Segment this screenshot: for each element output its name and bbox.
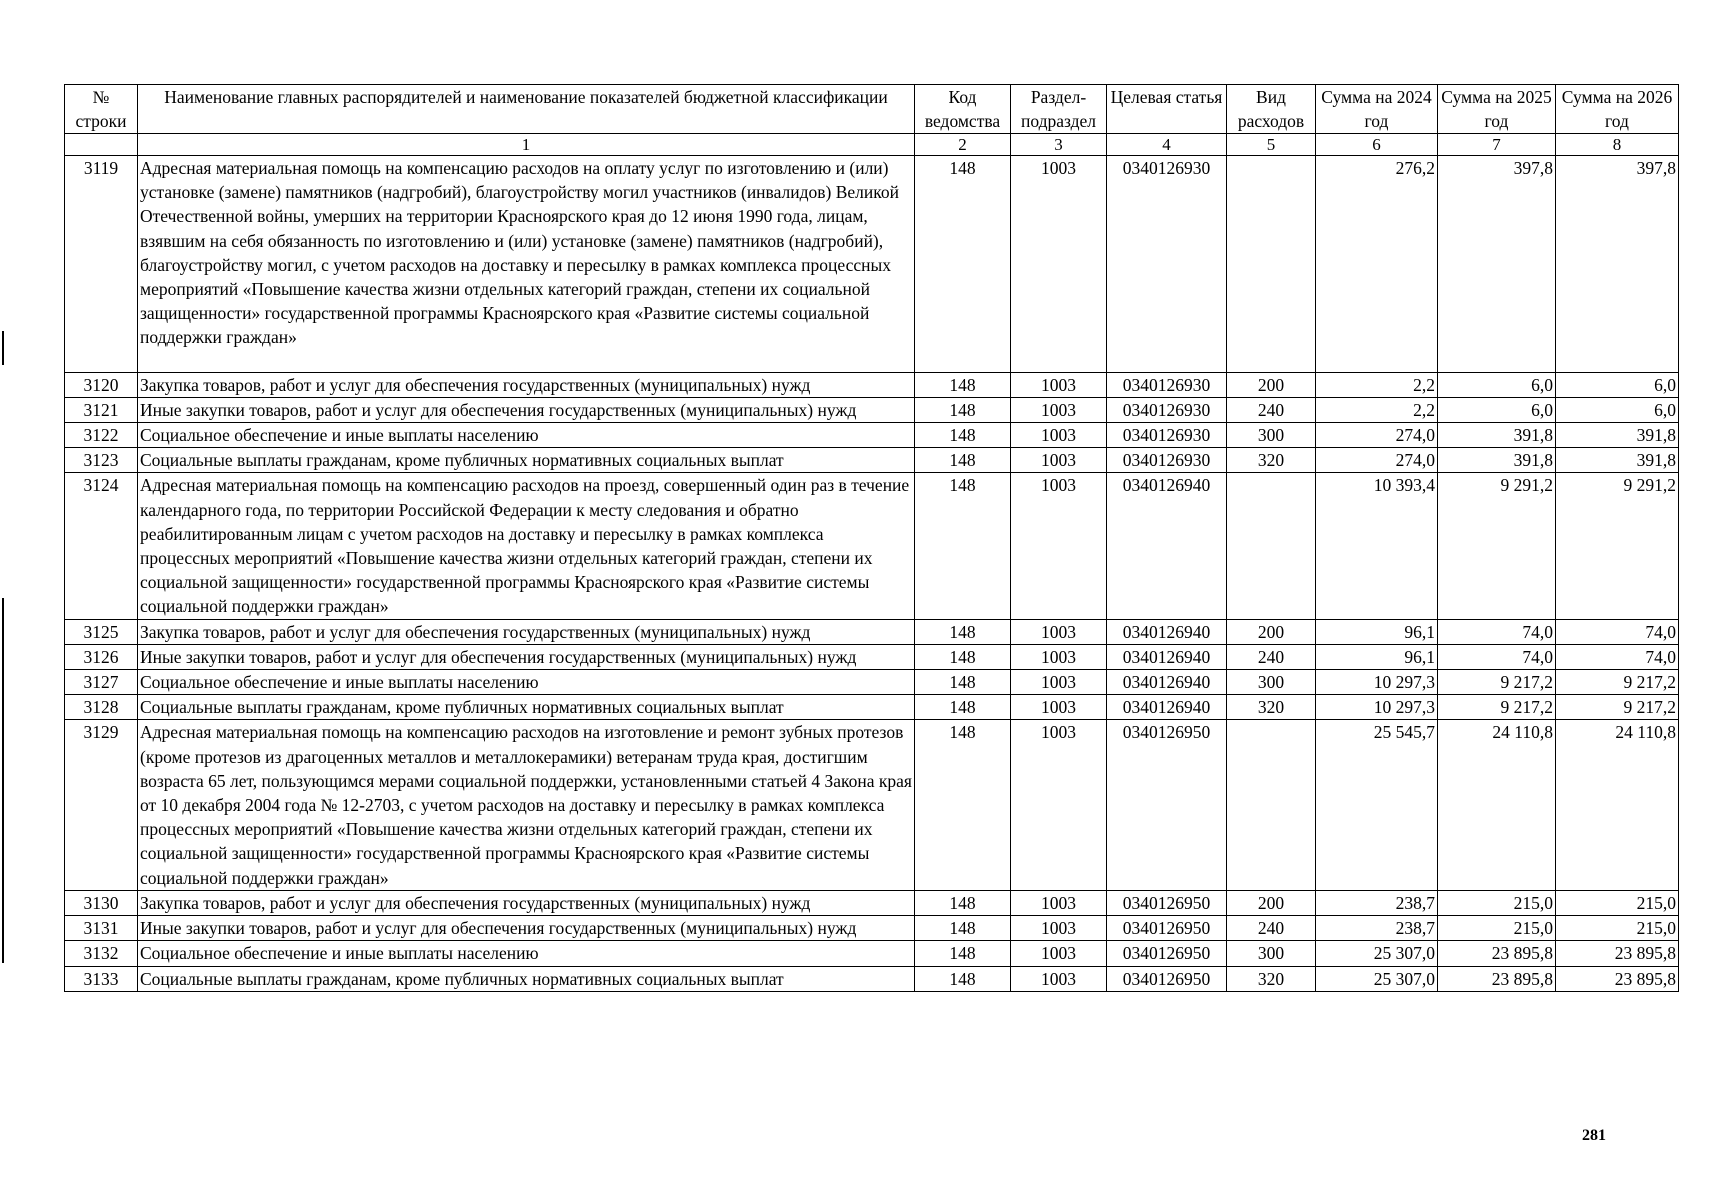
expense-type [1227,156,1316,373]
dept-code: 148 [915,372,1011,397]
sum-2024: 238,7 [1316,916,1438,941]
row-name: Закупка товаров, работ и услуг для обеспечения государственных (муниципальных) нужд [138,619,915,644]
expense-type: 320 [1227,695,1316,720]
header-sum-2026: Сумма на 2026 год [1556,85,1679,134]
expense-type: 300 [1227,423,1316,448]
sum-2024: 10 297,3 [1316,695,1438,720]
row-number: 3119 [65,156,138,373]
section-code: 1003 [1011,423,1107,448]
row-name: Иные закупки товаров, работ и услуг для обеспечения государственных (муниципальных) нужд [138,397,915,422]
table-row [65,397,1679,422]
sum-2026: 9 217,2 [1556,695,1679,720]
row-number: 3132 [65,941,138,966]
table-body [65,156,1679,992]
sum-2024: 25 307,0 [1316,941,1438,966]
sum-2025: 74,0 [1438,644,1556,669]
sum-2024: 2,2 [1316,397,1438,422]
target-article: 0340126930 [1107,397,1227,422]
sum-2024: 25 307,0 [1316,966,1438,991]
row-name: Социальное обеспечение и иные выплаты населению [138,941,915,966]
dept-code: 148 [915,423,1011,448]
header-sum-2024: Сумма на 2024 год [1316,85,1438,134]
dept-code: 148 [915,397,1011,422]
table-row [65,966,1679,991]
row-number: 3125 [65,619,138,644]
column-number-row [65,134,1679,156]
target-article: 0340126940 [1107,473,1227,619]
row-number: 3131 [65,916,138,941]
row-name: Социальное обеспечение и иные выплаты населению [138,670,915,695]
expense-type [1227,720,1316,890]
sum-2024: 238,7 [1316,890,1438,915]
section-code: 1003 [1011,156,1107,373]
sum-2026: 23 895,8 [1556,966,1679,991]
row-name: Иные закупки товаров, работ и услуг для обеспечения государственных (муниципальных) нужд [138,916,915,941]
sum-2026: 215,0 [1556,916,1679,941]
target-article: 0340126950 [1107,720,1227,890]
expense-type: 200 [1227,619,1316,644]
header-dept-code: Код ведомства [915,85,1011,134]
sum-2025: 74,0 [1438,619,1556,644]
sum-2026: 215,0 [1556,890,1679,915]
sum-2024: 96,1 [1316,619,1438,644]
sum-2026: 24 110,8 [1556,720,1679,890]
table-row [65,473,1679,619]
sum-2026: 23 895,8 [1556,941,1679,966]
sum-2026: 6,0 [1556,372,1679,397]
column-number: 7 [1438,134,1556,156]
target-article: 0340126930 [1107,372,1227,397]
section-code: 1003 [1011,916,1107,941]
sum-2024: 96,1 [1316,644,1438,669]
sum-2026: 74,0 [1556,619,1679,644]
budget-table [64,84,1679,992]
section-code: 1003 [1011,448,1107,473]
row-number: 3123 [65,448,138,473]
expense-type: 240 [1227,644,1316,669]
section-code: 1003 [1011,720,1107,890]
sum-2026: 9 291,2 [1556,473,1679,619]
row-number: 3133 [65,966,138,991]
dept-code: 148 [915,448,1011,473]
section-code: 1003 [1011,473,1107,619]
dept-code: 148 [915,695,1011,720]
sum-2025: 215,0 [1438,890,1556,915]
dept-code: 148 [915,966,1011,991]
section-code: 1003 [1011,372,1107,397]
row-name: Закупка товаров, работ и услуг для обеспечения государственных (муниципальных) нужд [138,890,915,915]
column-number [65,134,138,156]
sum-2026: 9 217,2 [1556,670,1679,695]
row-name: Адресная материальная помощь на компенсацию расходов на оплату услуг по изготовлению и (или) установке (замене) памятников (надгробий), благоустройству могил участников (инвалидов) Великой Отечественной войны, умерших на территории Красноярского края до 12 июня 1990 года, лицам, взявшим на себя обязанность по изготовлению и (или) установке (замене) памятников (надгробий), благоустройству могил, с учетом расходов на доставку и пересылку в рамках комплекса процессных мероприятий «Повышение качества жизни отдельных категорий граждан, степени их социальной защищенности» государственной программы Красноярского края «Развитие системы социальной поддержки граждан» [138,156,915,373]
page-number: 281 [1582,1127,1606,1144]
dept-code: 148 [915,473,1011,619]
row-number: 3121 [65,397,138,422]
table-row [65,619,1679,644]
target-article: 0340126950 [1107,890,1227,915]
sum-2025: 215,0 [1438,916,1556,941]
header-expense-type: Вид расходов [1227,85,1316,134]
sum-2026: 391,8 [1556,448,1679,473]
row-name: Закупка товаров, работ и услуг для обеспечения государственных (муниципальных) нужд [138,372,915,397]
target-article: 0340126940 [1107,670,1227,695]
target-article: 0340126950 [1107,966,1227,991]
section-code: 1003 [1011,644,1107,669]
dept-code: 148 [915,644,1011,669]
header-sum-2025: Сумма на 2025 год [1438,85,1556,134]
row-number: 3128 [65,695,138,720]
sum-2024: 274,0 [1316,423,1438,448]
section-code: 1003 [1011,966,1107,991]
table-row [65,720,1679,890]
column-number: 8 [1556,134,1679,156]
dept-code: 148 [915,720,1011,890]
row-number: 3127 [65,670,138,695]
sum-2025: 6,0 [1438,397,1556,422]
expense-type: 320 [1227,448,1316,473]
sum-2025: 6,0 [1438,372,1556,397]
table-row [65,448,1679,473]
dept-code: 148 [915,670,1011,695]
table-row [65,670,1679,695]
header-name: Наименование главных распорядителей и наименование показателей бюджетной классификации [138,85,915,134]
row-number: 3126 [65,644,138,669]
expense-type: 300 [1227,670,1316,695]
table-row [65,695,1679,720]
sum-2025: 9 217,2 [1438,670,1556,695]
section-code: 1003 [1011,619,1107,644]
row-name: Адресная материальная помощь на компенсацию расходов на изготовление и ремонт зубных протезов (кроме протезов из драгоценных металлов и металлокерамики) ветеранам труда края, достигшим возраста 65 лет, пользующимся мерами социальной поддержки, установленными статьей 4 Закона края от 10 декабря 2004 года № 12-2703, с учетом расходов на доставку и пересылку в рамках комплекса процессных мероприятий «Повышение качества жизни отдельных категорий граждан, степени их социальной защищенности» государственной программы Красноярского края «Развитие системы социальной поддержки граждан» [138,720,915,890]
column-number: 6 [1316,134,1438,156]
section-code: 1003 [1011,941,1107,966]
section-code: 1003 [1011,670,1107,695]
dept-code: 148 [915,916,1011,941]
header-row [65,85,1679,134]
sum-2025: 9 217,2 [1438,695,1556,720]
target-article: 0340126950 [1107,916,1227,941]
sum-2024: 276,2 [1316,156,1438,373]
row-number: 3120 [65,372,138,397]
dept-code: 148 [915,941,1011,966]
target-article: 0340126940 [1107,619,1227,644]
table-row [65,941,1679,966]
row-number: 3129 [65,720,138,890]
header-section: Раздел-подраздел [1011,85,1107,134]
table-row [65,372,1679,397]
column-number: 5 [1227,134,1316,156]
expense-type: 200 [1227,372,1316,397]
expense-type: 320 [1227,966,1316,991]
table-row [65,890,1679,915]
sum-2025: 24 110,8 [1438,720,1556,890]
row-name: Социальные выплаты гражданам, кроме публичных нормативных социальных выплат [138,695,915,720]
header-target-article: Целевая статья [1107,85,1227,134]
row-name: Социальные выплаты гражданам, кроме публичных нормативных социальных выплат [138,448,915,473]
target-article: 0340126930 [1107,156,1227,373]
dept-code: 148 [915,619,1011,644]
column-number: 1 [138,134,915,156]
table-row [65,644,1679,669]
table-row [65,423,1679,448]
dept-code: 148 [915,156,1011,373]
sum-2025: 391,8 [1438,423,1556,448]
column-number: 2 [915,134,1011,156]
sum-2024: 10 393,4 [1316,473,1438,619]
sum-2025: 9 291,2 [1438,473,1556,619]
row-number: 3122 [65,423,138,448]
target-article: 0340126930 [1107,423,1227,448]
sum-2025: 23 895,8 [1438,941,1556,966]
sum-2026: 6,0 [1556,397,1679,422]
target-article: 0340126930 [1107,448,1227,473]
expense-type: 300 [1227,941,1316,966]
sum-2025: 23 895,8 [1438,966,1556,991]
sum-2025: 397,8 [1438,156,1556,373]
sum-2024: 25 545,7 [1316,720,1438,890]
scan-edge-mark [2,598,4,963]
sum-2026: 391,8 [1556,423,1679,448]
header-row-number: № строки [65,85,138,134]
table-row [65,916,1679,941]
column-number: 3 [1011,134,1107,156]
column-number: 4 [1107,134,1227,156]
table-row [65,156,1679,373]
sum-2026: 74,0 [1556,644,1679,669]
expense-type: 240 [1227,916,1316,941]
sum-2024: 10 297,3 [1316,670,1438,695]
section-code: 1003 [1011,890,1107,915]
target-article: 0340126940 [1107,695,1227,720]
dept-code: 148 [915,890,1011,915]
expense-type: 240 [1227,397,1316,422]
sum-2024: 274,0 [1316,448,1438,473]
row-number: 3130 [65,890,138,915]
expense-type: 200 [1227,890,1316,915]
sum-2026: 397,8 [1556,156,1679,373]
row-number: 3124 [65,473,138,619]
row-name: Социальное обеспечение и иные выплаты населению [138,423,915,448]
target-article: 0340126940 [1107,644,1227,669]
section-code: 1003 [1011,695,1107,720]
sum-2024: 2,2 [1316,372,1438,397]
row-name: Адресная материальная помощь на компенсацию расходов на проезд, совершенный один раз в течение календарного года, по территории Российской Федерации к месту следования и обратно реабилитированным лицам с учетом расходов на доставку и пересылку в рамках комплекса процессных мероприятий «Повышение качества жизни отдельных категорий граждан, степени их социальной защищенности» государственной программы Красноярского края «Развитие системы социальной поддержки граждан» [138,473,915,619]
expense-type [1227,473,1316,619]
target-article: 0340126950 [1107,941,1227,966]
row-name: Социальные выплаты гражданам, кроме публичных нормативных социальных выплат [138,966,915,991]
scan-edge-mark [2,331,4,365]
row-name: Иные закупки товаров, работ и услуг для обеспечения государственных (муниципальных) нужд [138,644,915,669]
sum-2025: 391,8 [1438,448,1556,473]
section-code: 1003 [1011,397,1107,422]
